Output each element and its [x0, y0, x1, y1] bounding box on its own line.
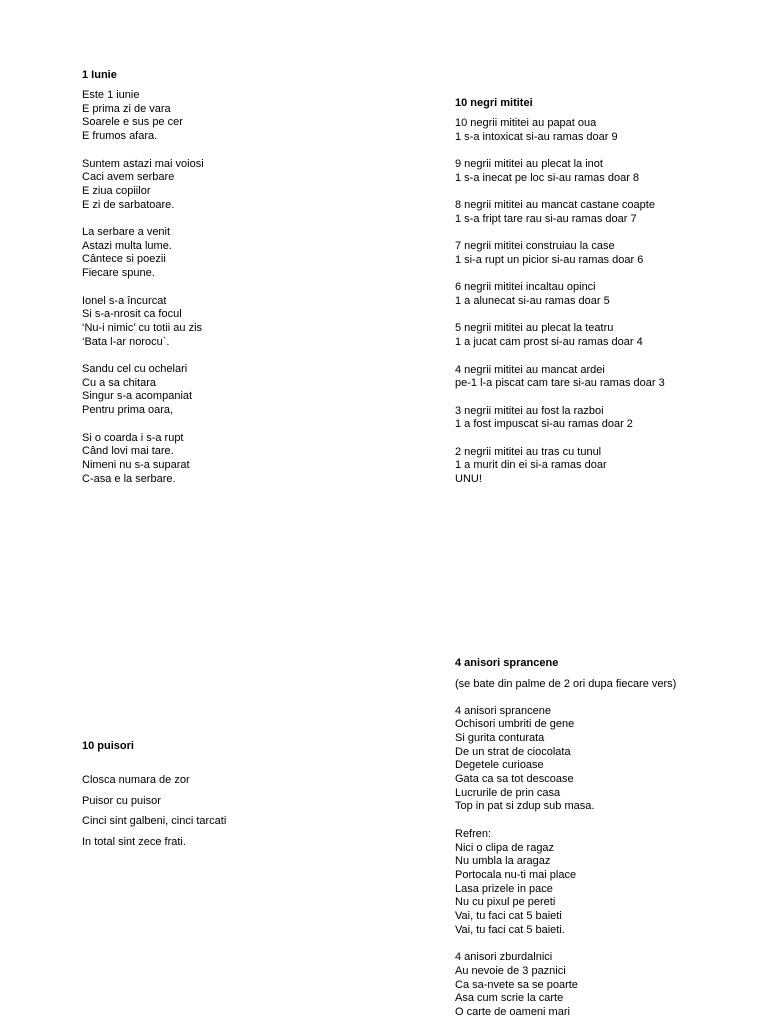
- stanza: [82, 295, 204, 350]
- stanza: [82, 432, 204, 487]
- stanza: [455, 240, 665, 267]
- verse-line: Ochisori umbriti de gene: [455, 718, 575, 731]
- verse-line: 1 s-a intoxicat si-au ramas doar 9: [455, 130, 618, 143]
- verse-line: E prima zi de vara: [82, 102, 171, 115]
- verse-line: Top in pat si zdup sub masa.: [455, 800, 595, 813]
- verse-line: Asa cum scrie la carte: [455, 992, 564, 1005]
- poem-instruction: (se bate din palme de 2 ori dupa fiecare vers): [455, 678, 677, 690]
- verse-line: Este 1 iunie: [82, 89, 140, 101]
- stanza: [455, 158, 665, 185]
- verse-line: Soarele e sus pe cer: [82, 116, 183, 129]
- verse-line: 5 negrii mititei au plecat la teatru: [455, 322, 614, 335]
- verse-line: 1 a alunecat si-au ramas doar 5: [455, 295, 610, 308]
- verse-line: Si gurita conturata: [455, 731, 545, 744]
- verse-line: Portocala nu-ti mai place: [455, 868, 577, 881]
- poem-10-puisori: [82, 739, 226, 855]
- verse-line: 3 negrii mititei au fost la razboi: [455, 404, 604, 417]
- verse-line: Si s-a-nrosit ca focul: [82, 308, 182, 321]
- refrain-label: Refren:: [455, 827, 492, 840]
- stanza: [455, 117, 665, 144]
- verse-line: 9 negrii mititei au plecat la inot: [455, 158, 603, 171]
- verse-line: 1 a fost impuscat si-au ramas doar 2: [455, 418, 633, 431]
- verse-line: 4 anisori sprancene: [455, 704, 552, 717]
- stanza: [82, 158, 204, 213]
- verse-line: Pentru prima oara,: [82, 404, 174, 417]
- verse-line: Degetele curioase: [455, 759, 544, 772]
- verse-line: E zi de sarbatoare.: [82, 198, 175, 211]
- verse-line: E frumos afara.: [82, 130, 158, 143]
- stanza: [82, 363, 204, 418]
- verse-line: Nu umbla la aragaz: [455, 855, 551, 868]
- verse-line: Cântece si poezii: [82, 253, 166, 266]
- verse-line: Puisor cu puisor: [82, 794, 161, 807]
- verse-line: 8 negrii mititei au mancat castane coapte: [455, 199, 655, 212]
- poem-10-negri-mititei: [455, 96, 665, 501]
- verse-line: 6 negrii mititei incaltau opinci: [455, 281, 596, 294]
- verse-line: Fiecare spune.: [82, 267, 155, 280]
- poem-title: 10 negri mititei: [455, 97, 533, 109]
- poem-4-anisori-sprancene: [455, 656, 676, 1033]
- verse-line: Suntem astazi mai voiosi: [82, 157, 204, 170]
- verse-line: 1 s-a inecat pe loc si-au ramas doar 8: [455, 171, 640, 184]
- poem-1-iunie: [82, 68, 204, 500]
- verse-line: 2 negrii mititei au tras cu tunul: [455, 445, 602, 458]
- verse-line: O carte de oameni mari: [455, 1005, 570, 1018]
- verse-line: Vai, tu faci cat 5 baieti.: [455, 923, 565, 936]
- verse-line: De un strat de ciocolata: [455, 745, 571, 758]
- verse-line: Closca numara de zor: [82, 774, 190, 786]
- stanza: [455, 364, 665, 391]
- verse-line: Vai, tu faci cat 5 baieti: [455, 910, 562, 923]
- verse-line: Astazi multa lume.: [82, 239, 172, 252]
- refrain-stanza: [455, 828, 676, 938]
- verse-line: Nici o clipa de ragaz: [455, 841, 555, 854]
- verse-line: 1 a jucat cam prost si-au ramas doar 4: [455, 336, 643, 349]
- verse-line: La serbare a venit: [82, 226, 171, 238]
- verse-line: C-asa e la serbare.: [82, 472, 176, 485]
- stanza: [455, 199, 665, 226]
- poem-title: 1 Iunie: [82, 69, 117, 81]
- verse-line: Nu cu pixul pe pereti: [455, 896, 556, 909]
- stanza: [455, 322, 665, 349]
- stanza: [455, 405, 665, 432]
- verse-line: ‘Bata l-ar norocu`.: [82, 335, 170, 348]
- verse-line: Au nevoie de 3 paznici: [455, 964, 566, 977]
- verse-line: Lucrurile de prin casa: [455, 786, 561, 799]
- verse-line: 10 negrii mititei au papat oua: [455, 117, 597, 129]
- verse-line: 1 a murit din ei si-a ramas doar: [455, 459, 607, 472]
- stanza: [455, 446, 665, 487]
- verse-line: Lasa prizele in pace: [455, 882, 553, 895]
- verse-line: Ionel s-a încurcat: [82, 294, 167, 307]
- stanza: [455, 705, 676, 815]
- verse-line: 7 negrii mititei construiau la case: [455, 240, 615, 253]
- stanza: [455, 281, 665, 308]
- verse-line: 4 negrii mititei au mancat ardei: [455, 363, 605, 376]
- verse-line: Nimeni nu s-a suparat: [82, 458, 190, 471]
- verse-line: Gata ca sa tot descoase: [455, 773, 574, 786]
- verse-line: Cinci sint galbeni, cinci tarcati: [82, 815, 227, 828]
- verse-line: Singur s-a acompaniat: [82, 390, 193, 403]
- verse-line: Sandu cel cu ochelari: [82, 363, 188, 375]
- poem-title: 4 anisori sprancene: [455, 657, 559, 669]
- verse-line: Când lovi mai tare.: [82, 445, 174, 458]
- stanza: [455, 951, 676, 1020]
- verse-line: Caci avem serbare: [82, 171, 175, 184]
- verse-line: E ziua copiilor: [82, 184, 151, 197]
- verse-line: 1 s-a fript tare rau si-au ramas doar 7: [455, 212, 637, 225]
- verse-line: UNU!: [455, 473, 482, 486]
- poem-title: 10 puisori: [82, 740, 134, 752]
- verse-line: In total sint zece frati.: [82, 835, 186, 848]
- verse-line: 4 anisori zburdalnici: [455, 951, 553, 964]
- verse-line: Si o coarda i s-a rupt: [82, 431, 184, 444]
- verse-line: 1 si-a rupt un picior si-au ramas doar 6: [455, 253, 644, 266]
- verse-line: Cu a sa chitara: [82, 376, 156, 389]
- verse-line: ‘Nu-i nimic’ cu totii au zis: [82, 321, 203, 334]
- stanza: [82, 89, 204, 144]
- stanza: [82, 226, 204, 281]
- verse-line: Ca sa-nvete sa se poarte: [455, 978, 578, 991]
- verse-line: pe-1 l-a piscat cam tare si-au ramas doar 3: [455, 377, 665, 390]
